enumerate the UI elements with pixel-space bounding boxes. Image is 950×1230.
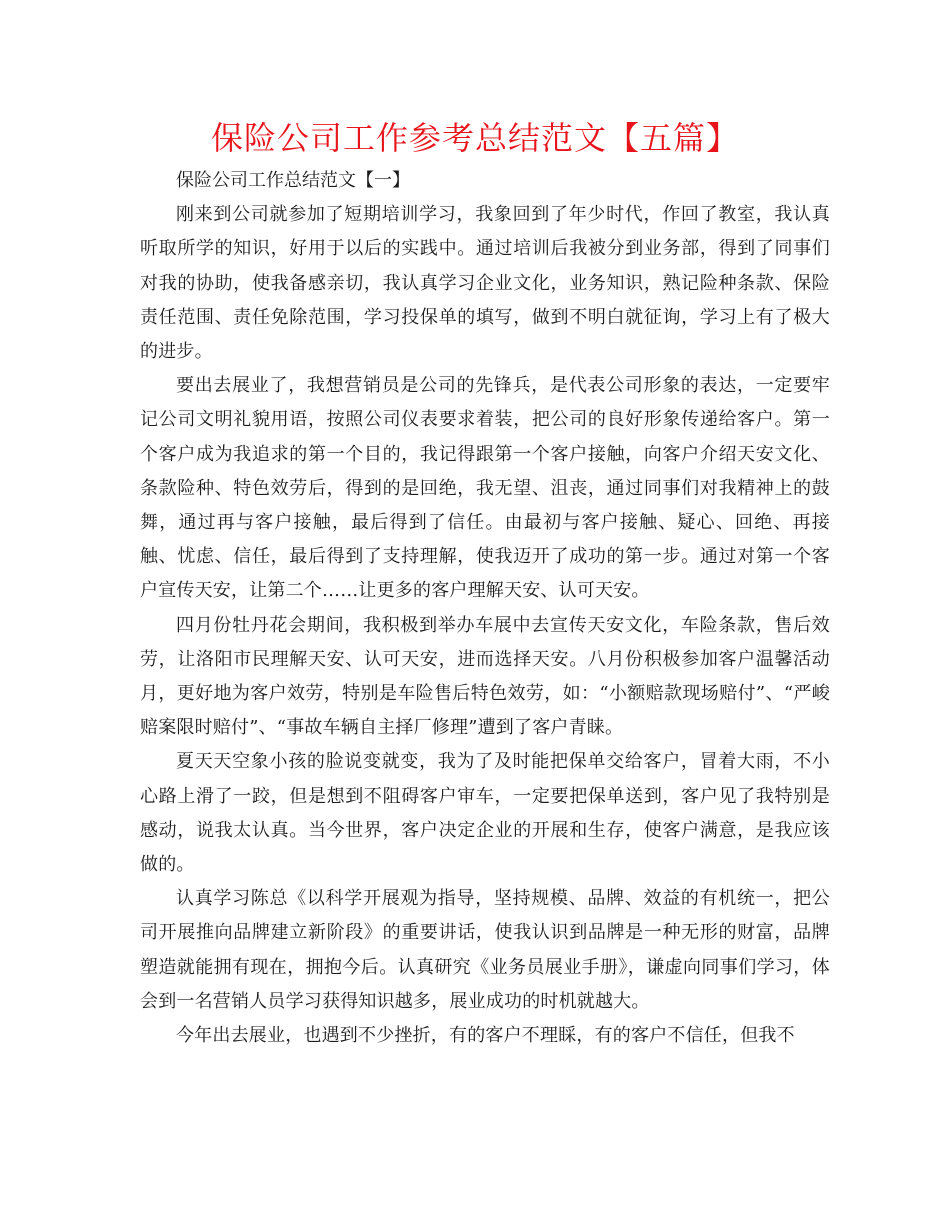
paragraph-4: 夏天天空象小孩的脸说变就变，我为了及时能把保单交给客户，冒着大雨，不小心路上滑了一跤，但是想到不阻碍客户审车，一定要把保单送到，客户见了我特别是感动，说我太认真。当今世界，客户决定企业的开展和生存，使客户满意，是我应该做的。 bbox=[140, 751, 830, 876]
paragraph-1: 刚来到公司就参加了短期培训学习，我象回到了年少时代，作回了教室，我认真听取所学的知识，好用于以后的实践中。通过培训后我被分到业务部，得到了同事们对我的协助，使我备感亲切，我认真学习企业文化，业务知识，熟记险种条款、保险责任范围、责任免除范围，学习投保单的填写，做到不明白就征询，学习上有了极大的进步。 bbox=[140, 204, 830, 363]
document-body bbox=[140, 164, 830, 1053]
paragraph-2: 要出去展业了，我想营销员是公司的先锋兵，是代表公司形象的表达，一定要牢记公司文明礼貌用语，按照公司仪表要求着装，把公司的良好形象传递给客户。第一个客户成为我追求的第一个目的，我记得跟第一个客户接触，向客户介绍天安文化、条款险种、特色效劳后，得到的是回绝，我无望、沮丧，通过同事们对我精神上的鼓舞，通过再与客户接触，最后得到了信任。由最初与客户接触、疑心、回绝、再接触、忧虑、信任，最后得到了支持理解，使我迈开了成功的第一步。通过对第一个客户宣传天安，让第二个……让更多的客户理解天安、认可天安。 bbox=[140, 375, 830, 602]
section-subtitle: 保险公司工作总结范文【一】 bbox=[176, 170, 410, 191]
paragraph-5: 认真学习陈总《以科学开展观为指导，坚持规模、品牌、效益的有机统一，把公司开展推向品牌建立新阶段》的重要讲话，使我认识到品牌是一种无形的财富，品牌塑造就能拥有现在，拥抱今后。认真研究《业务员展业手册》，谦虚向同事们学习，体会到一名营销人员学习获得知识越多，展业成功的时机就越大。 bbox=[140, 888, 830, 1012]
paragraph-6: 今年出去展业，也遇到不少挫折，有的客户不理睬，有的客户不信任，但我不 bbox=[176, 1025, 795, 1047]
paragraph-3: 四月份牡丹花会期间，我积极到举办车展中去宣传天安文化，车险条款，售后效劳，让洛阳市民理解天安、认可天安，进而选择天安。八月份积极参加客户温馨活动月，更好地为客户效劳，特别是车险售后特色效劳，如：“小额赔款现场赔付”、“严峻赔案限时赔付”、“事故车辆自主择厂修理”遭到了客户青睐。 bbox=[140, 614, 830, 739]
document-title: 保险公司工作参考总结范文【五篇】 bbox=[210, 119, 739, 157]
